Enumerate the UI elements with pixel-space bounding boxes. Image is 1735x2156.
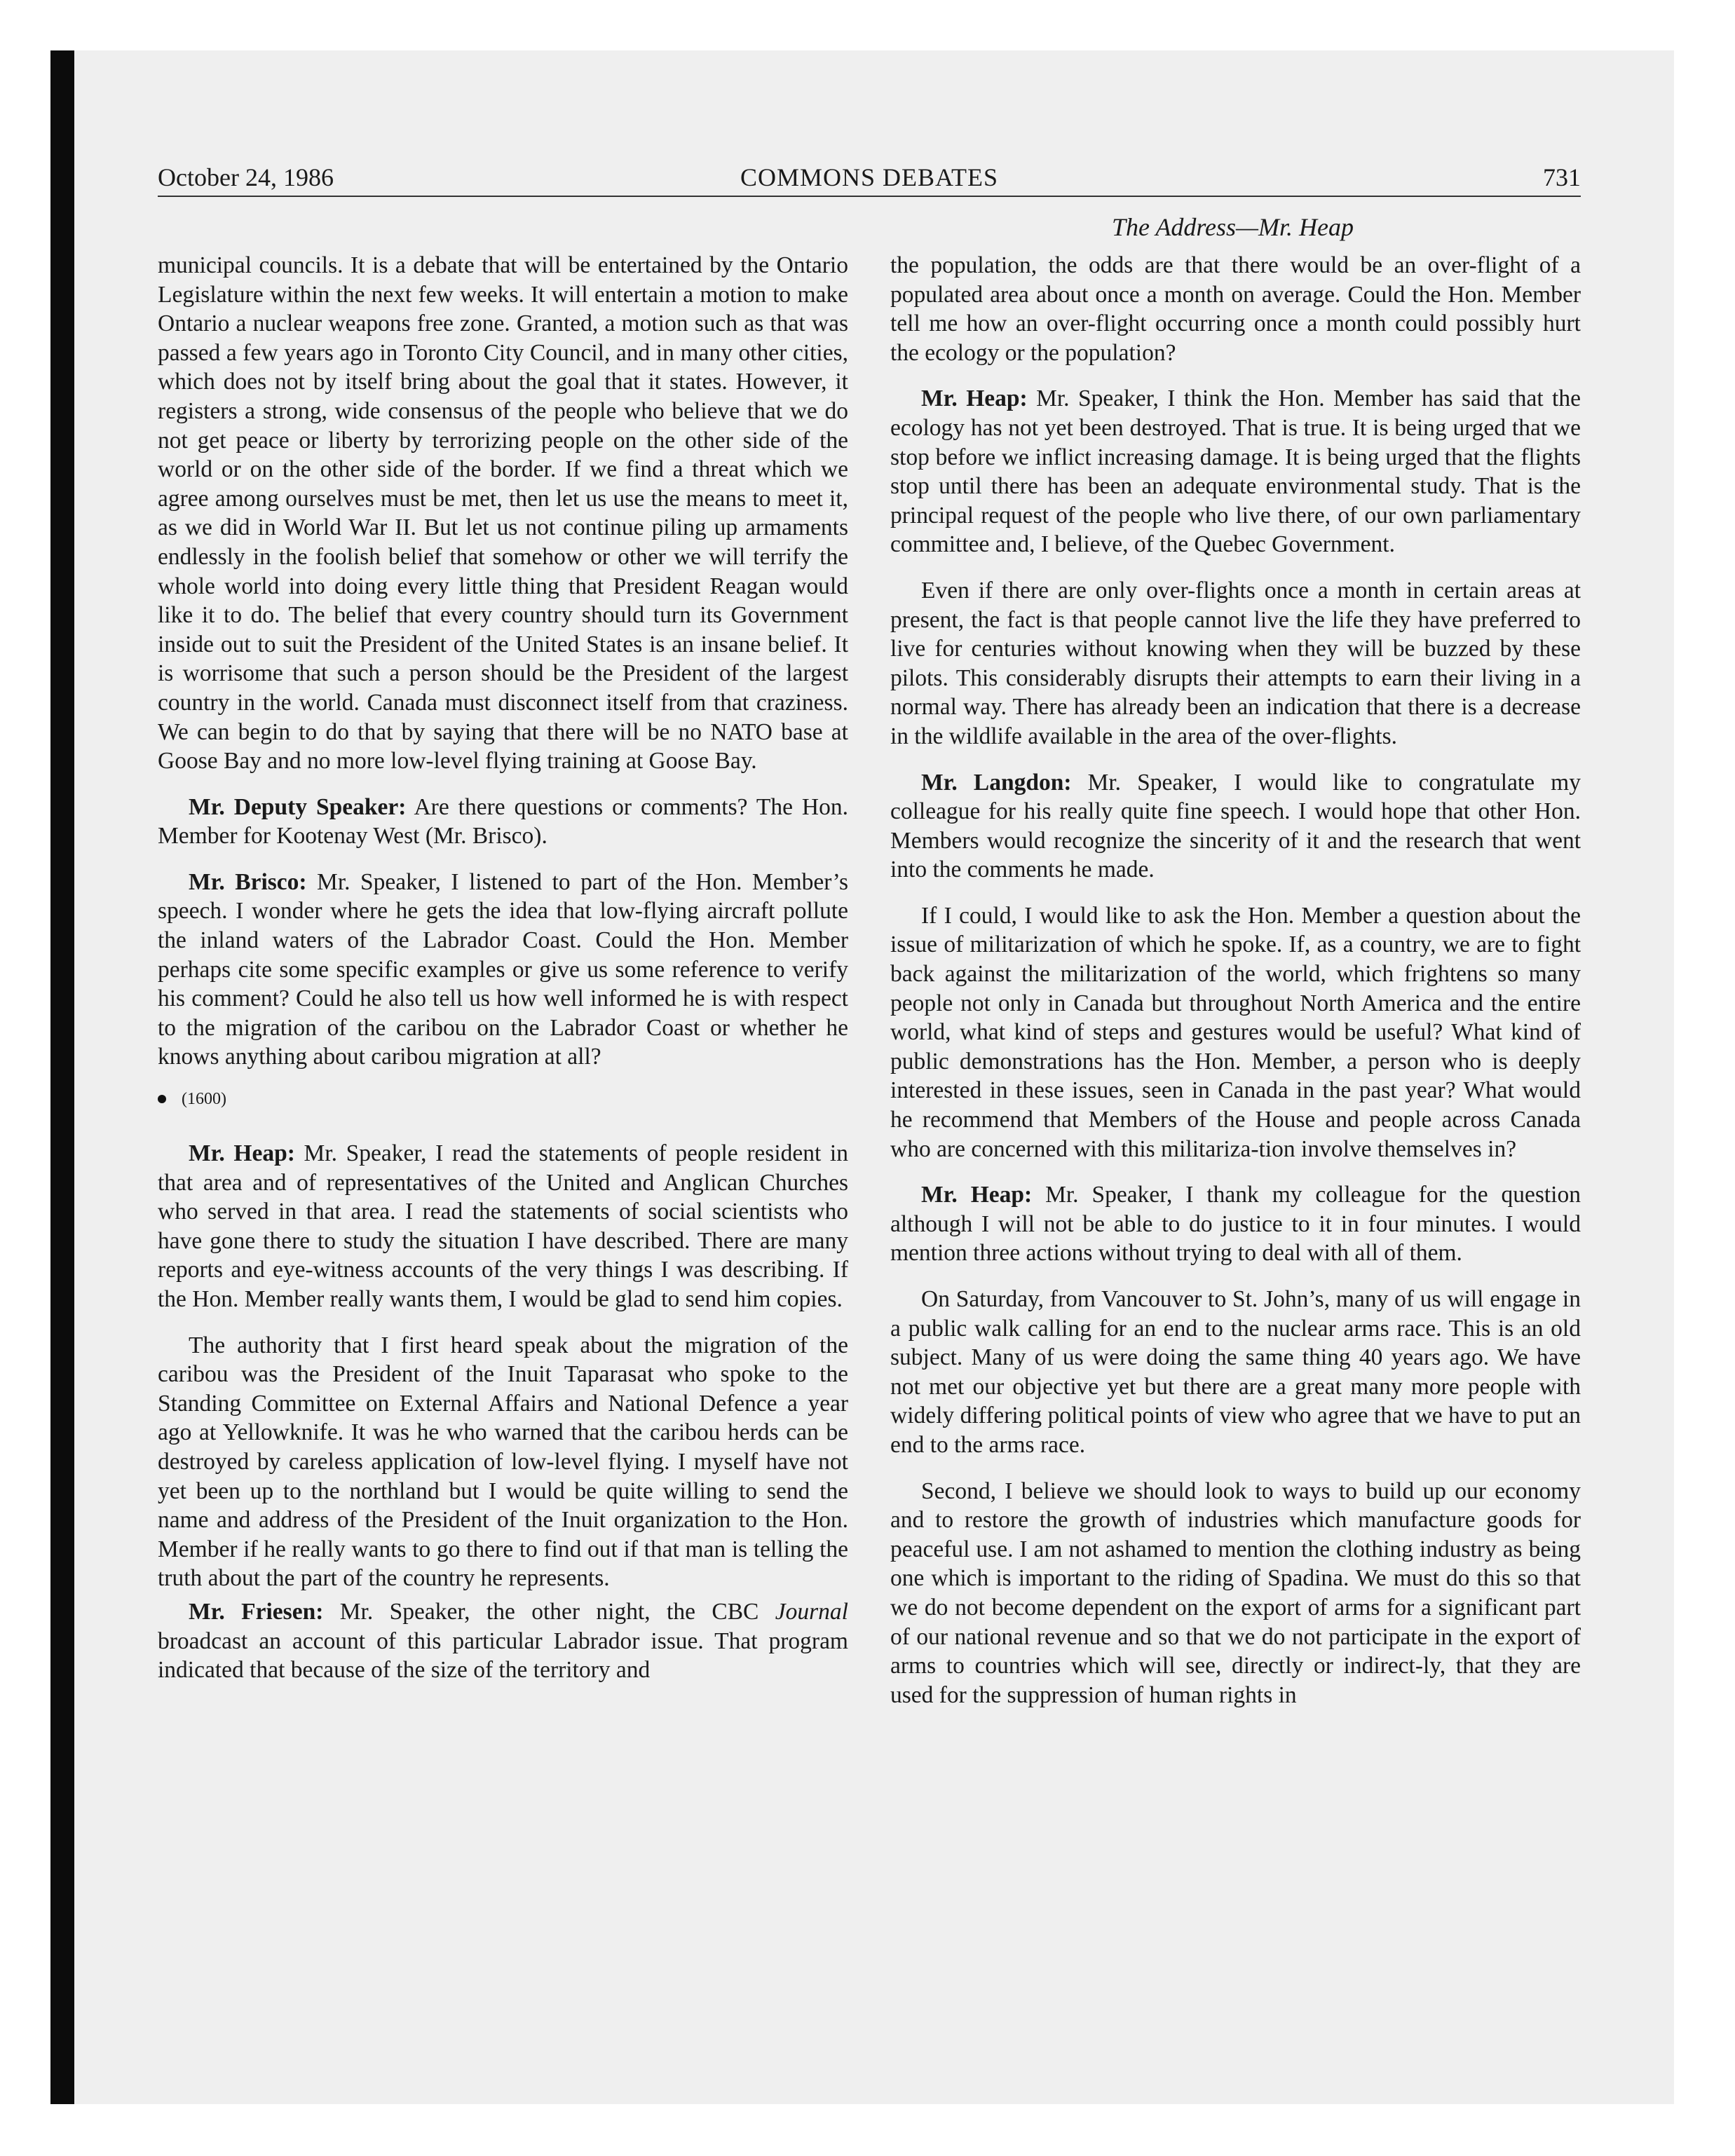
speech-text: Mr. Speaker, I think the Hon. Member has said that the ecology has not yet been destroyed. That is true. It is being urged that we stop before we inflict increasing damage. It is being urged that the flights stop until there has been an adequate environmental study. That is the principal request of the people who live there, of our own parliamentary committee and, I believe, of the Quebec Government. [890,386,1581,558]
running-head [158,160,1581,195]
speech-text: Mr. Speaker, I would like to congratulate my colleague for his really quite fine speech. I would hope that other Hon. Members would recognize the sincerity of it and the research that went into the comments he made. [890,769,1581,883]
paragraph [158,1597,848,1685]
paragraph: On Saturday, from Vancouver to St. John’s, many of us will engage in a public walk calling for an end to the nuclear arms race. This is an old subject. Many of us were doing the same thing 40 years ago. We have not met our objective yet but there are a great many more people with widely differing political points of view who agree that we have to put an end to the arms race. [890,1286,1581,1458]
paragraph [158,868,848,1072]
speech-text: broadcast an account of this particular Labrador issue. That program indicated that because of the size of the territory and [158,1628,848,1684]
speaker-name: Mr. Heap: [921,1182,1033,1208]
left-column [158,251,848,1702]
speech-text: Mr. Speaker, I thank my colleague for the question although I will not be able to do justice to it in four minutes. I would mention three actions without trying to deal with all of them. [890,1182,1581,1267]
bullet-icon [158,1095,166,1103]
speech-text: Mr. Speaker, I listened to part of the Hon. Member’s speech. I wonder where he gets the idea that low-flying aircraft pollute the inland waters of the Labrador Coast. Could the Hon. Member perhaps cite some specific examples or give us some reference to verify his comment? Could he also tell us how well informed he is with respect to the migration of the caribou on the Labrador Coast or whether he knows anything about caribou migration at all? [158,868,848,1070]
paragraph: municipal councils. It is a debate that will be entertained by the Ontario Legislature within the next few weeks. It will entertain a motion to make Ontario a nuclear weapons free zone. Granted, a motion such as that was passed a few years ago in Toronto City Council, and in many other cities, which does not by itself bring about the goal that it states. However, it registers a strong, wide consensus of the people who believe that we do not get peace or liberty by terrorizing people on the other side of the world or on the other side of the border. If we find a threat which we agree among ourselves must be met, then let us use the means to meet it, as we did in World War II. But let us not continue piling up armaments endlessly in the foolish belief that somehow or other we will terrify the whole world into doing every little thing that President Reagan would like it to do. The belief that every country should turn its Government inside out to suit the President of the United States is an insane belief. It is worrisome that such a person should be the President of the largest country in the world. Canada must disconnect itself from that craziness. We can begin to do that by saying that there will be no NATO base at Goose Bay and no more low-level flying training at Goose Bay. [158,252,848,775]
section-heading: The Address—Mr. Heap [1111,213,1354,241]
binding-edge [50,50,74,2104]
paragraph: The authority that I first heard speak about the migration of the caribou was the President of the Inuit Taparasat who spoke to the Standing Committee on External Affairs and National Defence a year ago at Yellowknife. It was he who warned that the caribou herds can be destroyed by careless application of low-level flying. I myself have not yet been up to the northland but I would be quite willing to send the name and address of the President of the Inuit organization to the Hon. Member if he really wants to go there to find out if that man is telling the truth about the part of the country he represents. [158,1332,848,1592]
speaker-name: Mr. Heap: [189,1140,295,1167]
speech-text: Mr. Speaker, I read the statements of people resident in that area and of representatives of the United and Anglican Churches who served in that area. I read the statements of social scientists who have gone there to study the situation I have described. There are many reports and eye-witness accounts of the very things I was describing. If the Hon. Member really wants them, I would be glad to send him copies. [158,1140,848,1312]
program-title: Journal [775,1598,848,1625]
speaker-name: Mr. Deputy Speaker: [189,793,407,820]
paragraph [890,384,1581,559]
right-column [890,251,1581,1726]
speech-text: Are there questions or comments? The Hon. Member for Kootenay West (Mr. Brisco). [158,793,848,850]
paragraph: If I could, I would like to ask the Hon. Member a question about the issue of militarization of which he spoke. If, as a country, we are to fight back against the militarization of the world, which frightens so many people not only in Canada but throughout North America and the entire world, what kind of steps and gestures would be useful? What kind of public demonstrations has the Hon. Member, a person who is deeply interested in these issues, seen in Canada in the past year? What would he recommend that Members of the House and people across Canada who are concerned with this militariza-tion involve themselves in? [890,902,1581,1162]
header-date: October 24, 1986 [158,163,334,191]
page-number: 731 [1543,163,1581,191]
header-publication: COMMONS DEBATES [740,163,999,191]
time-marker [158,1089,848,1110]
time-label: (1600) [182,1090,226,1109]
paragraph [158,1139,848,1314]
paragraph: Even if there are only over-flights once a month in certain areas at present, the fact is that people cannot live the life they have preferred to live for centuries without knowing when they will be buzzed by these pilots. This considerably disrupts their attempts to earn their living in a normal way. There has already been an indication that there is a decrease in the wildlife available in the area of the over-flights. [890,577,1581,749]
speaker-name: Mr. Friesen: [189,1598,324,1625]
header-rule [158,196,1581,197]
speaker-name: Mr. Langdon: [921,769,1072,796]
paragraph [158,793,848,851]
paragraph: the population, the odds are that there would be an over-flight of a populated area about once a month on average. Could the Hon. Member tell me how an over-flight occurring once a month could possibly hurt the ecology or the population? [890,252,1581,366]
speaker-name: Mr. Brisco: [189,868,307,895]
paragraph [890,768,1581,885]
paragraph: Second, I believe we should look to ways to build up our economy and to restore the growth of industries which manufacture goods for peaceful use. I am not ashamed to mention the clothing industry as being one which is important to the riding of Spadina. We must do this so that we do not become dependent on the export of arms for a significant part of our national revenue and so that we do not participate in the export of arms to countries which will see, directly or indirect-ly, that they are used for the suppression of human rights in [890,1478,1581,1708]
paragraph [890,1180,1581,1268]
speech-text: Mr. Speaker, the other night, the CBC [323,1598,775,1625]
speaker-name: Mr. Heap: [921,386,1028,412]
